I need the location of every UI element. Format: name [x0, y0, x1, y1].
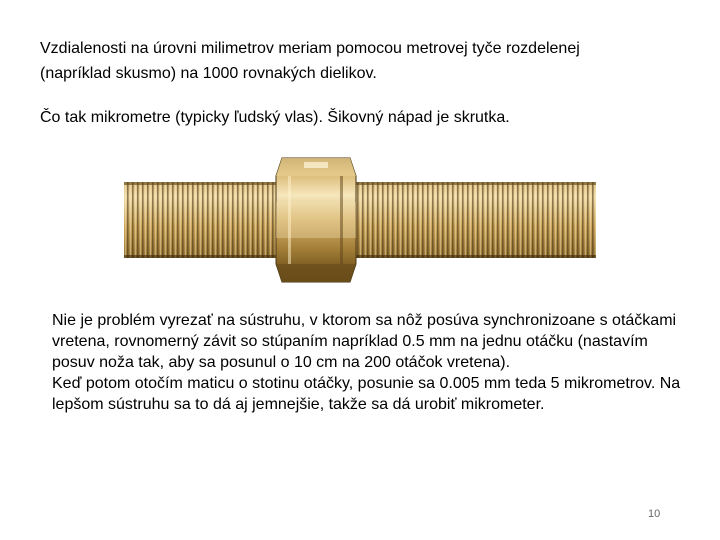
page-number: 10	[648, 508, 661, 520]
threaded-rod-photo	[124, 142, 596, 298]
intro-question: Čo tak mikrometre (typicky ľudský vlas). Šikovný nápad je skrutka.	[40, 109, 510, 126]
hex-nut	[276, 158, 356, 282]
intro-text-line-1: Vzdialenosti na úrovni milimetrov meriam pomocou metrovej tyče rozdelenej	[40, 40, 580, 57]
threaded-rod	[124, 182, 596, 258]
body-paragraph-1: Nie je problém vyrezať na sústruhu, v ktorom sa nôž posúva synchronizoane s otáčkami vretena, rovnomerný závit so stúpaním napríklad 0.5 mm na jednu otáčku (nastavím posuv noža tak, aby sa posunul o 10 cm na 200 otáčok vretena).	[52, 312, 677, 371]
body-text	[52, 310, 682, 415]
intro-text-line-2: (napríklad skusmo) na 1000 rovnakých dielikov.	[40, 65, 377, 82]
body-paragraph-2: Keď potom otočím maticu o stotinu otáčky, posunie sa 0.005 mm teda 5 mikrometrov. Na lepšom sústruhu sa to dá aj jemnejšie, takže sa dá urobiť mikrometer.	[52, 375, 681, 413]
